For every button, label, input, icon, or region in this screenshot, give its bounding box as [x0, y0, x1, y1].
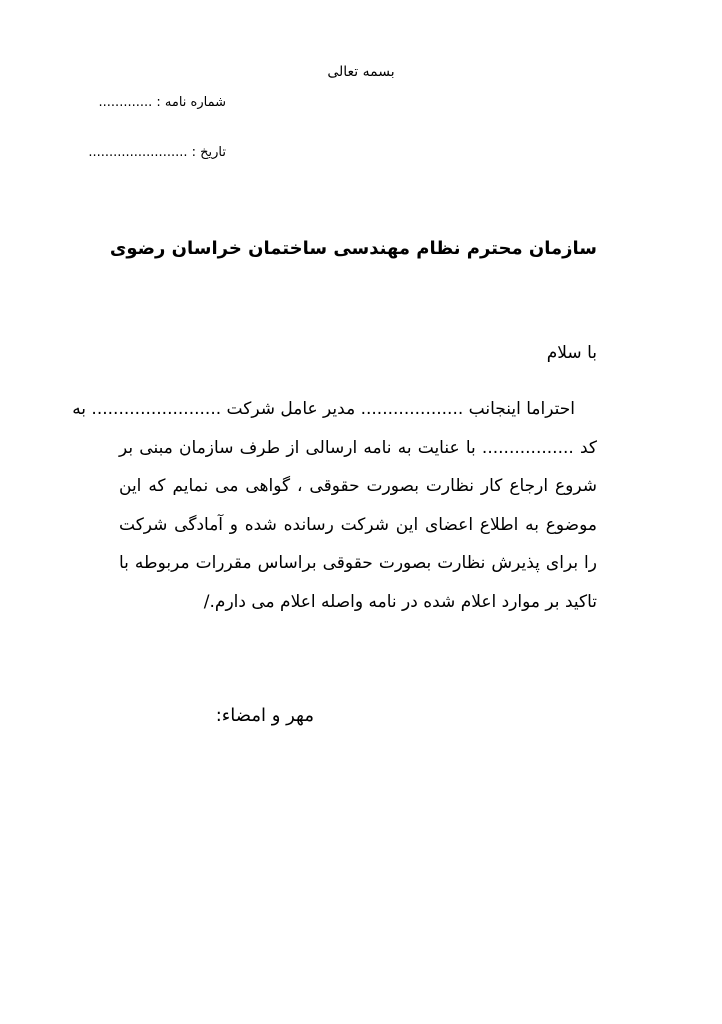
body-line: موضوع به اطلاع اعضای این شرکت رسانده شده و آمادگی شرکت: [119, 514, 597, 535]
letter-body: [72, 390, 597, 621]
body-line: تاکید بر موارد اعلام شده در نامه واصله اعلام می دارم./: [203, 591, 597, 612]
body-line: احتراما اینجانب ................... مدیر عامل شرکت ........................ به: [72, 399, 575, 419]
body-line: را برای پذیرش نظارت بصورت حقوقی براساس مقررات مربوطه با: [119, 553, 597, 573]
letter-date: تاریخ : ........................: [88, 145, 226, 160]
letter-heading: بسمه تعالی: [327, 64, 395, 80]
letter-number: شماره نامه : .............: [98, 95, 226, 110]
salutation: با سلام: [546, 343, 597, 363]
body-line: کد ................. با عنایت به نامه ارسالی از طرف سازمان مبنی بر: [119, 437, 597, 458]
body-line: شروع ارجاع کار نظارت بصورت حقوقی ، گواهی می نمایم که این: [119, 476, 597, 496]
recipient-title: سازمان محترم نظام مهندسی ساختمان خراسان رضوی: [109, 238, 597, 259]
signature-label: مهر و امضاء:: [215, 705, 314, 726]
